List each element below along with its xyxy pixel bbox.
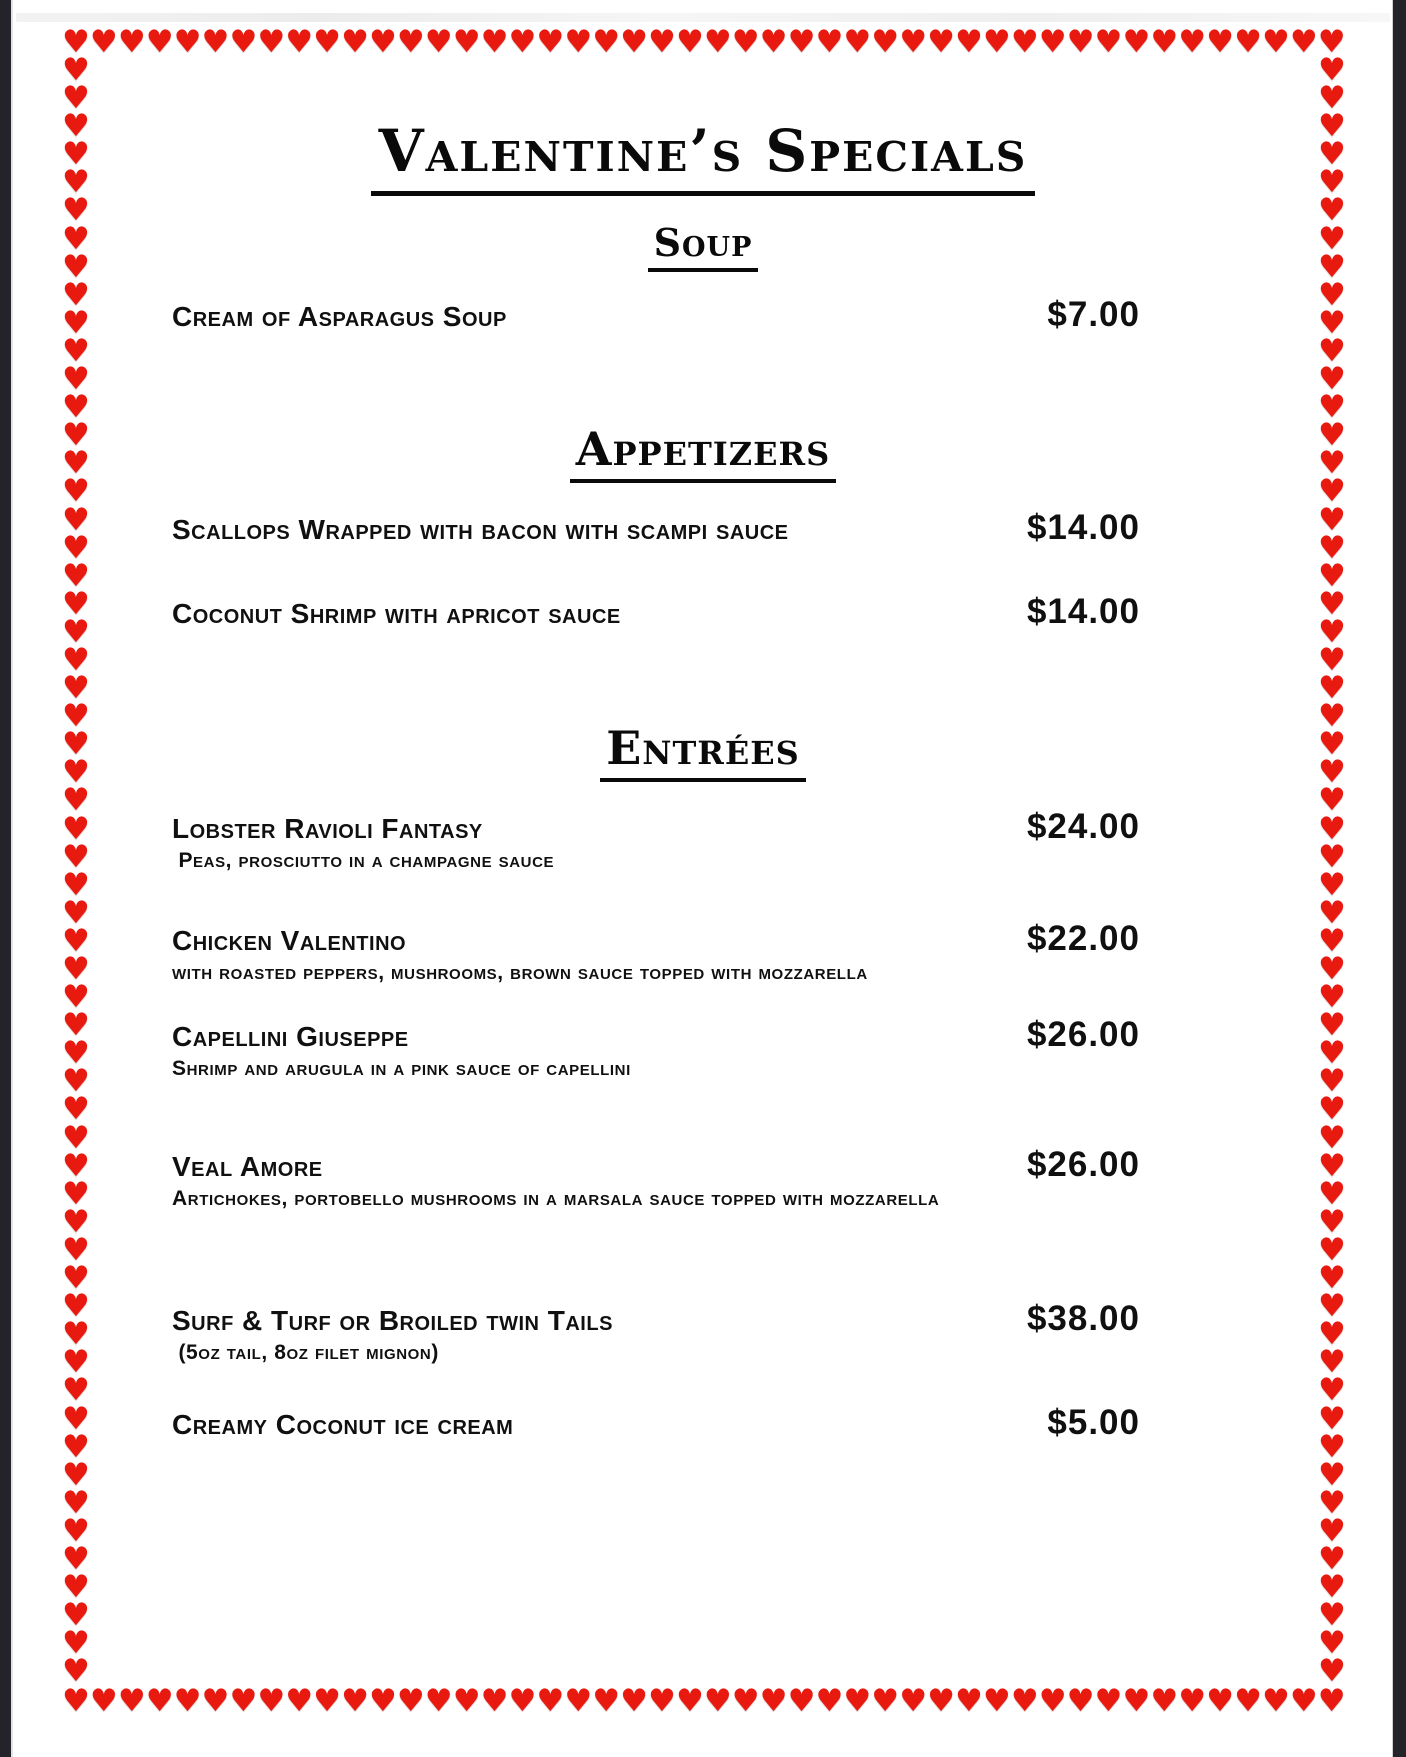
heart-icon: ♥	[982, 1683, 1011, 1719]
heart-icon: ♥	[1261, 24, 1290, 60]
menu-item	[0, 507, 1406, 547]
heart-icon: ♥	[1318, 445, 1346, 482]
heart-icon: ♥	[62, 557, 90, 594]
heart-icon: ♥	[62, 894, 90, 931]
heart-icon: ♥	[1318, 726, 1346, 763]
heart-icon: ♥	[452, 24, 481, 60]
heart-icon: ♥	[1318, 1653, 1346, 1690]
heart-icon: ♥	[62, 1653, 90, 1690]
heart-icon: ♥	[1150, 1683, 1179, 1719]
heart-icon: ♥	[62, 1372, 90, 1409]
heart-icon: ♥	[536, 24, 565, 60]
heart-icon: ♥	[955, 24, 983, 60]
section-heading-text: Appetizers	[570, 422, 836, 483]
section-heading-text: Entrées	[600, 721, 806, 782]
heart-icon: ♥	[145, 24, 174, 60]
heart-icon: ♥	[62, 417, 90, 454]
heart-icon: ♥	[1318, 1288, 1346, 1325]
heart-icon: ♥	[927, 1683, 955, 1719]
heart-icon: ♥	[62, 24, 90, 60]
heart-icon: ♥	[1318, 922, 1346, 959]
heart-icon: ♥	[1318, 501, 1346, 538]
heart-icon: ♥	[927, 24, 955, 60]
heart-icon: ♥	[1318, 1260, 1346, 1297]
item-price: $14.00	[1026, 507, 1140, 547]
item-price: $24.00	[1026, 806, 1140, 846]
menu-item	[0, 1014, 1406, 1082]
heart-icon: ♥	[62, 1231, 90, 1268]
heart-icon: ♥	[843, 24, 872, 60]
menu-section	[0, 417, 1406, 631]
heart-icon: ♥	[62, 866, 90, 903]
heart-icon: ♥	[1318, 1484, 1346, 1521]
heart-icon: ♥	[1318, 1007, 1346, 1044]
heart-icon: ♥	[1010, 1683, 1039, 1719]
heart-icon: ♥	[843, 1683, 872, 1719]
heart-icon: ♥	[368, 1683, 397, 1719]
heart-icon: ♥	[1318, 613, 1346, 650]
heart-icon: ♥	[1318, 951, 1346, 987]
menu-item-row	[0, 1298, 1406, 1338]
heart-icon: ♥	[1318, 1625, 1346, 1662]
heart-icon: ♥	[62, 1512, 90, 1549]
heart-icon: ♥	[1318, 1119, 1346, 1156]
heart-icon: ♥	[62, 1063, 90, 1100]
heart-icon: ♥	[1289, 24, 1318, 60]
menu-item	[0, 591, 1406, 631]
heart-icon: ♥	[1318, 1203, 1346, 1240]
heart-border-top	[62, 24, 1346, 60]
heart-icon: ♥	[62, 1007, 90, 1044]
menu-item-row	[0, 591, 1406, 631]
item-price: $38.00	[1026, 1298, 1140, 1338]
heart-icon: ♥	[480, 24, 509, 60]
heart-icon: ♥	[257, 1683, 286, 1719]
item-name: Capellini Giuseppe	[172, 1020, 409, 1052]
heart-icon: ♥	[1318, 585, 1346, 622]
heart-icon: ♥	[592, 24, 621, 60]
heart-icon: ♥	[62, 192, 90, 229]
heart-icon: ♥	[1318, 979, 1346, 1016]
heart-icon: ♥	[62, 1400, 90, 1437]
heart-icon: ♥	[424, 24, 453, 60]
heart-icon: ♥	[1318, 1400, 1346, 1437]
heart-icon: ♥	[1178, 1683, 1207, 1719]
heart-icon: ♥	[117, 24, 146, 60]
menu-item	[0, 294, 1406, 341]
heart-icon: ♥	[1234, 1683, 1262, 1719]
heart-icon: ♥	[1318, 389, 1346, 426]
heart-icon: ♥	[1206, 1683, 1234, 1719]
heart-icon: ♥	[1318, 1316, 1346, 1353]
heart-icon: ♥	[62, 1035, 90, 1072]
heart-icon: ♥	[564, 24, 593, 60]
heart-icon: ♥	[62, 782, 90, 819]
heart-icon: ♥	[703, 1683, 732, 1719]
heart-icon: ♥	[396, 24, 425, 60]
heart-icon: ♥	[1318, 136, 1346, 173]
item-name: Lobster Ravioli Fantasy	[172, 812, 483, 844]
heart-icon: ♥	[1289, 1683, 1318, 1719]
item-price: $14.00	[1026, 591, 1140, 631]
heart-icon: ♥	[536, 1683, 565, 1719]
heart-icon: ♥	[871, 1683, 900, 1719]
heart-icon: ♥	[815, 1683, 844, 1719]
heart-icon: ♥	[1318, 698, 1346, 735]
heart-icon: ♥	[117, 1683, 146, 1719]
heart-icon: ♥	[62, 1428, 90, 1465]
heart-icon: ♥	[1318, 361, 1346, 398]
item-description: Peas, prosciutto in a champagne sauce	[172, 848, 555, 872]
heart-icon: ♥	[62, 1484, 90, 1521]
heart-icon: ♥	[62, 220, 90, 257]
heart-icon: ♥	[1038, 24, 1067, 60]
heart-icon: ♥	[1318, 754, 1346, 791]
heart-icon: ♥	[341, 24, 369, 60]
heart-icon: ♥	[62, 332, 90, 369]
heart-icon: ♥	[285, 24, 314, 60]
heart-icon: ♥	[452, 1683, 481, 1719]
heart-icon: ♥	[62, 529, 90, 566]
heart-icon: ♥	[62, 108, 90, 145]
item-name: Coconut Shrimp with apricot sauce	[172, 597, 621, 629]
heart-icon: ♥	[62, 922, 90, 959]
heart-icon: ♥	[62, 1091, 90, 1128]
heart-icon: ♥	[592, 1683, 621, 1719]
menu-item-row	[0, 1014, 1406, 1054]
heart-icon: ♥	[1317, 1683, 1346, 1719]
heart-icon: ♥	[815, 24, 844, 60]
heart-icon: ♥	[62, 670, 90, 707]
heart-icon: ♥	[62, 1683, 90, 1719]
heart-icon: ♥	[62, 1569, 90, 1606]
menu-item-row	[0, 507, 1406, 547]
heart-icon: ♥	[341, 1683, 369, 1719]
heart-icon: ♥	[1317, 24, 1346, 60]
heart-icon: ♥	[1318, 248, 1346, 285]
page-title-text: Valentine’s Specials	[371, 118, 1036, 196]
heart-icon: ♥	[1318, 304, 1346, 341]
heart-icon: ♥	[1318, 670, 1346, 707]
heart-icon: ♥	[62, 1316, 90, 1353]
heart-icon: ♥	[1318, 164, 1346, 201]
heart-icon: ♥	[1010, 24, 1039, 60]
heart-icon: ♥	[1066, 24, 1095, 60]
heart-icon: ♥	[1318, 1512, 1346, 1549]
heart-icon: ♥	[285, 1683, 314, 1719]
heart-icon: ♥	[1318, 810, 1346, 847]
heart-icon: ♥	[424, 1683, 453, 1719]
heart-icon: ♥	[1318, 1147, 1346, 1184]
heart-icon: ♥	[1318, 894, 1346, 931]
heart-icon: ♥	[62, 698, 90, 735]
heart-icon: ♥	[620, 1683, 648, 1719]
heart-icon: ♥	[201, 24, 230, 60]
heart-icon: ♥	[145, 1683, 174, 1719]
item-name: Chicken Valentino	[172, 924, 407, 956]
menu-section	[0, 721, 1406, 1442]
heart-icon: ♥	[1122, 24, 1151, 60]
heart-icon: ♥	[1122, 1683, 1151, 1719]
heart-icon: ♥	[368, 24, 397, 60]
heart-icon: ♥	[955, 1683, 983, 1719]
menu-item	[0, 1298, 1406, 1366]
heart-icon: ♥	[62, 445, 90, 482]
heart-icon: ♥	[1318, 1035, 1346, 1072]
heart-icon: ♥	[173, 1683, 202, 1719]
heart-icon: ♥	[62, 1344, 90, 1381]
heart-icon: ♥	[257, 24, 286, 60]
heart-icon: ♥	[1318, 192, 1346, 229]
heart-icon: ♥	[62, 585, 90, 622]
menu-item	[0, 918, 1406, 986]
menu-item-row	[0, 1400, 1406, 1442]
heart-icon: ♥	[1318, 473, 1346, 510]
heart-icon: ♥	[62, 1456, 90, 1493]
menu-item	[0, 1144, 1406, 1212]
heart-icon: ♥	[1318, 80, 1346, 117]
heart-icon: ♥	[1318, 1344, 1346, 1381]
item-description: Shrimp and arugula in a pink sauce of capellini	[172, 1056, 631, 1080]
heart-icon: ♥	[564, 1683, 593, 1719]
heart-icon: ♥	[62, 726, 90, 763]
item-name: Veal Amore	[172, 1150, 323, 1182]
heart-icon: ♥	[62, 501, 90, 538]
menu-item-row	[0, 806, 1406, 846]
heart-icon: ♥	[62, 389, 90, 426]
heart-icon: ♥	[1318, 1231, 1346, 1268]
heart-icon: ♥	[1094, 1683, 1123, 1719]
heart-icon: ♥	[1150, 24, 1179, 60]
menu-item-row	[0, 1144, 1406, 1184]
heart-icon: ♥	[1318, 838, 1346, 875]
heart-icon: ♥	[313, 24, 341, 60]
heart-icon: ♥	[1038, 1683, 1067, 1719]
section-heading-text: Soup	[648, 220, 759, 272]
heart-icon: ♥	[1318, 417, 1346, 454]
heart-icon: ♥	[731, 24, 760, 60]
heart-icon: ♥	[620, 24, 648, 60]
heart-icon: ♥	[1066, 1683, 1095, 1719]
heart-icon: ♥	[899, 1683, 927, 1719]
heart-icon: ♥	[1318, 529, 1346, 566]
heart-icon: ♥	[62, 276, 90, 313]
menu-section	[0, 219, 1406, 341]
heart-icon: ♥	[759, 1683, 788, 1719]
top-shadow-band	[16, 13, 1390, 22]
item-description: (5oz tail, 8oz filet mignon)	[172, 1340, 439, 1364]
heart-icon: ♥	[1318, 1428, 1346, 1465]
heart-icon: ♥	[62, 52, 90, 88]
heart-icon: ♥	[62, 164, 90, 201]
heart-icon: ♥	[62, 1260, 90, 1297]
item-price: $26.00	[1026, 1014, 1140, 1054]
heart-icon: ♥	[229, 24, 258, 60]
heart-icon: ♥	[62, 1540, 90, 1577]
heart-icon: ♥	[731, 1683, 760, 1719]
item-description: Artichokes, portobello mushrooms in a marsala sauce topped with mozzarella	[172, 1186, 940, 1210]
heart-icon: ♥	[675, 24, 704, 60]
heart-icon: ♥	[62, 613, 90, 650]
heart-icon: ♥	[62, 1203, 90, 1240]
heart-icon: ♥	[1318, 108, 1346, 145]
heart-icon: ♥	[982, 24, 1011, 60]
heart-icon: ♥	[871, 24, 900, 60]
heart-icon: ♥	[173, 24, 202, 60]
page-title	[0, 117, 1406, 201]
item-name: Cream of Asparagus Soup	[172, 300, 507, 332]
heart-icon: ♥	[62, 361, 90, 398]
section-heading	[0, 721, 1406, 782]
heart-icon: ♥	[62, 1147, 90, 1184]
heart-icon: ♥	[1318, 1456, 1346, 1493]
heart-icon: ♥	[62, 248, 90, 285]
item-price: $5.00	[1047, 1402, 1140, 1442]
heart-icon: ♥	[62, 810, 90, 847]
heart-icon: ♥	[62, 641, 90, 678]
heart-icon: ♥	[1234, 24, 1262, 60]
heart-icon: ♥	[89, 1683, 118, 1719]
menu-item	[0, 806, 1406, 874]
menu-item-row	[0, 918, 1406, 958]
heart-icon: ♥	[1178, 24, 1207, 60]
heart-icon: ♥	[62, 80, 90, 117]
heart-icon: ♥	[313, 1683, 341, 1719]
heart-icon: ♥	[1206, 24, 1234, 60]
heart-icon: ♥	[1318, 1372, 1346, 1409]
heart-icon: ♥	[1261, 1683, 1290, 1719]
heart-icon: ♥	[1318, 1063, 1346, 1100]
item-price: $22.00	[1026, 918, 1140, 958]
item-price: $26.00	[1026, 1144, 1140, 1184]
heart-icon: ♥	[1318, 866, 1346, 903]
heart-icon: ♥	[787, 24, 816, 60]
heart-border-bottom	[62, 1683, 1346, 1719]
item-name: Scallops Wrapped with bacon with scampi sauce	[172, 513, 789, 545]
heart-icon: ♥	[1318, 557, 1346, 594]
heart-icon: ♥	[62, 473, 90, 510]
heart-icon: ♥	[62, 951, 90, 987]
heart-icon: ♥	[675, 1683, 704, 1719]
menu-sections	[0, 220, 1406, 1442]
heart-icon: ♥	[62, 304, 90, 341]
heart-icon: ♥	[229, 1683, 258, 1719]
item-name: Surf & Turf or Broiled twin Tails	[172, 1304, 613, 1336]
heart-icon: ♥	[1318, 1175, 1346, 1212]
heart-icon: ♥	[62, 136, 90, 173]
heart-icon: ♥	[899, 24, 927, 60]
heart-icon: ♥	[201, 1683, 230, 1719]
heart-icon: ♥	[1318, 1540, 1346, 1577]
heart-icon: ♥	[396, 1683, 425, 1719]
heart-icon: ♥	[508, 1683, 537, 1719]
heart-icon: ♥	[1318, 332, 1346, 369]
heart-icon: ♥	[703, 24, 732, 60]
heart-icon: ♥	[648, 1683, 676, 1719]
heart-icon: ♥	[62, 1119, 90, 1156]
heart-icon: ♥	[62, 1597, 90, 1634]
heart-icon: ♥	[62, 1288, 90, 1325]
section-items	[0, 507, 1406, 631]
heart-icon: ♥	[1318, 782, 1346, 819]
item-name: Creamy Coconut ice cream	[172, 1408, 514, 1440]
heart-icon: ♥	[1318, 1091, 1346, 1128]
heart-icon: ♥	[648, 24, 676, 60]
heart-icon: ♥	[62, 754, 90, 791]
section-items	[0, 806, 1406, 1442]
section-heading	[0, 417, 1406, 483]
menu-item-row	[0, 294, 1406, 341]
heart-icon: ♥	[62, 1625, 90, 1662]
menu-item	[0, 1400, 1406, 1442]
heart-icon: ♥	[1318, 276, 1346, 313]
heart-icon: ♥	[1094, 24, 1123, 60]
menu-content	[0, 118, 1406, 1442]
heart-icon: ♥	[89, 24, 118, 60]
heart-icon: ♥	[1318, 220, 1346, 257]
heart-icon: ♥	[1318, 641, 1346, 678]
heart-icon: ♥	[62, 1175, 90, 1212]
heart-icon: ♥	[759, 24, 788, 60]
section-items	[0, 294, 1406, 341]
heart-icon: ♥	[1318, 52, 1346, 88]
heart-icon: ♥	[480, 1683, 509, 1719]
heart-icon: ♥	[787, 1683, 816, 1719]
heart-icon: ♥	[1318, 1569, 1346, 1606]
section-heading	[0, 220, 1406, 272]
heart-icon: ♥	[62, 838, 90, 875]
heart-icon: ♥	[62, 979, 90, 1016]
heart-icon: ♥	[1318, 1597, 1346, 1634]
item-description: with roasted peppers, mushrooms, brown sauce topped with mozzarella	[172, 960, 868, 984]
item-price: $7.00	[1047, 294, 1140, 334]
heart-icon: ♥	[508, 24, 537, 60]
